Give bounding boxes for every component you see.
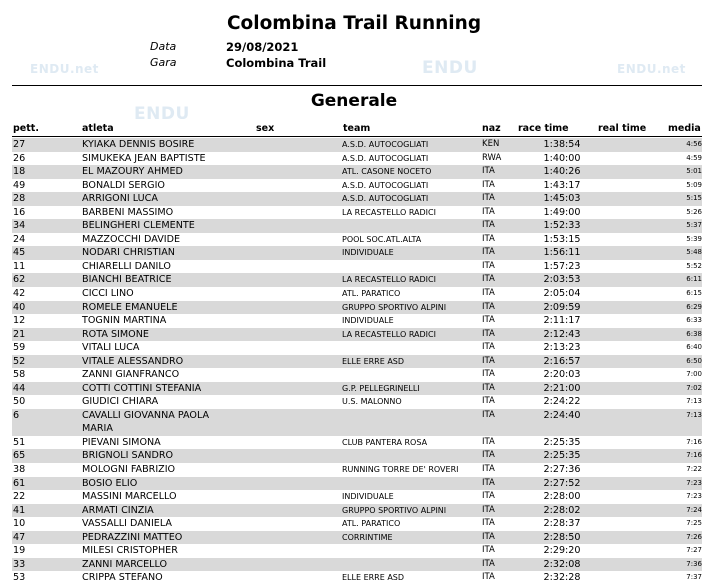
- athlete-name: CAVALLI GIOVANNA PAOLA MARIA: [82, 409, 210, 434]
- race-label: Gara: [150, 56, 177, 69]
- average-pace: 7:27: [686, 546, 702, 555]
- col-sex: sex: [256, 123, 275, 134]
- bib-number: 42: [13, 288, 26, 300]
- race-time: 1:40:26: [543, 166, 581, 178]
- watermark: ENDU: [422, 58, 478, 78]
- table-row: [12, 368, 702, 382]
- athlete-name: GIUDICI CHIARA: [82, 396, 159, 408]
- nationality: ITA: [482, 504, 495, 515]
- average-pace: 7:23: [686, 478, 702, 487]
- col-race-time: race time: [518, 123, 569, 134]
- bib-number: 12: [13, 315, 26, 327]
- race-time: 1:38:54: [543, 139, 581, 150]
- athlete-name: BONALDI SERGIO: [82, 179, 165, 191]
- nationality: ITA: [482, 342, 495, 353]
- table-row: [12, 477, 702, 491]
- average-pace: 7:24: [686, 505, 702, 514]
- header-rule: [12, 136, 702, 137]
- athlete-name: VITALI LUCA: [82, 342, 140, 354]
- bib-number: 33: [13, 558, 26, 570]
- average-pace: 7:13: [686, 397, 702, 406]
- bib-number: 11: [13, 260, 26, 272]
- athlete-name: KYIAKA DENNIS BOSIRE: [82, 139, 195, 150]
- table-row: [12, 219, 702, 233]
- athlete-name: BARBENI MASSIMO: [82, 206, 174, 218]
- col-team: team: [343, 123, 371, 134]
- nationality: ITA: [482, 436, 495, 447]
- average-pace: 6:50: [686, 356, 702, 365]
- bib-number: 26: [13, 152, 26, 164]
- average-pace: 4:56: [686, 140, 702, 148]
- table-row: [12, 246, 702, 260]
- race-value: Colombina Trail: [226, 56, 327, 70]
- nationality: ITA: [482, 396, 495, 407]
- race-time: 1:53:15: [543, 233, 581, 245]
- bib-number: 47: [13, 531, 26, 543]
- nationality: ITA: [482, 545, 495, 556]
- average-pace: 7:02: [686, 383, 702, 392]
- average-pace: 6:11: [686, 275, 702, 284]
- nationality: ITA: [482, 491, 495, 502]
- race-time: 2:28:50: [543, 531, 581, 543]
- table-row: [12, 395, 702, 409]
- table-row: [12, 233, 702, 247]
- table-row: [12, 544, 702, 558]
- table-row: [12, 558, 702, 572]
- table-row: [12, 531, 702, 545]
- average-pace: 5:39: [686, 234, 702, 243]
- average-pace: 7:26: [686, 532, 702, 541]
- race-time: 2:28:37: [543, 518, 581, 530]
- section-title: Generale: [310, 91, 398, 111]
- team-name: POOL SOC.ATL.ALTA: [342, 234, 422, 244]
- nationality: ITA: [482, 220, 495, 231]
- col-pett: pett.: [13, 123, 39, 134]
- nationality: ITA: [482, 572, 495, 583]
- race-time: 1:52:33: [543, 220, 581, 232]
- average-pace: 5:48: [686, 248, 702, 257]
- team-name: A.S.D. AUTOCOGLIATI: [342, 180, 429, 190]
- average-pace: 5:52: [686, 261, 702, 270]
- average-pace: 7:25: [686, 519, 702, 528]
- athlete-name: SIMUKEKA JEAN BAPTISTE: [82, 152, 206, 164]
- athlete-name: CHIARELLI DANILO: [82, 260, 171, 272]
- watermark: ENDU.net: [30, 62, 99, 76]
- table-row: [12, 436, 702, 450]
- race-time: 2:05:04: [543, 288, 581, 300]
- team-name: LA RECASTELLO RADICI: [342, 275, 436, 285]
- athlete-name: ARMATI CINZIA: [82, 504, 154, 516]
- top-rule: [12, 85, 702, 86]
- team-name: A.S.D. AUTOCOGLIATI: [342, 153, 429, 163]
- athlete-name: ZANNI MARCELLO: [82, 558, 168, 570]
- athlete-name: BRIGNOLI SANDRO: [82, 450, 174, 462]
- race-time: 2:28:00: [543, 491, 581, 503]
- race-time: 2:24:22: [543, 396, 581, 408]
- nationality: ITA: [482, 301, 495, 312]
- athlete-name: ZANNI GIANFRANCO: [82, 369, 180, 381]
- athlete-name: BIANCHI BEATRICE: [82, 274, 172, 286]
- col-atleta: atleta: [82, 123, 114, 134]
- team-name: GRUPPO SPORTIVO ALPINI: [342, 505, 447, 515]
- col-real-time: real time: [598, 123, 647, 134]
- bib-number: 51: [13, 436, 26, 448]
- race-time: 2:20:03: [543, 369, 581, 381]
- nationality: ITA: [482, 166, 495, 177]
- bib-number: 38: [13, 464, 26, 476]
- race-time: 2:32:28: [543, 572, 581, 584]
- bib-number: 34: [13, 220, 26, 232]
- average-pace: 7:37: [686, 573, 702, 582]
- race-time: 2:25:35: [543, 436, 581, 448]
- bib-number: 61: [13, 477, 26, 489]
- bib-number: 19: [13, 545, 26, 557]
- nationality: ITA: [482, 464, 495, 475]
- race-time: 1:40:00: [543, 152, 581, 164]
- nationality: ITA: [482, 193, 495, 204]
- bib-number: 40: [13, 301, 26, 313]
- average-pace: 5:15: [686, 194, 702, 203]
- average-pace: 6:38: [686, 329, 702, 338]
- table-row: [12, 314, 702, 328]
- bib-number: 24: [13, 233, 26, 245]
- nationality: ITA: [482, 409, 495, 420]
- athlete-name: PEDRAZZINI MATTEO: [82, 531, 183, 543]
- table-row: [12, 206, 702, 220]
- race-time: 2:32:08: [543, 558, 581, 570]
- athlete-name: VITALE ALESSANDRO: [82, 355, 184, 367]
- page-title: Colombina Trail Running: [226, 13, 482, 34]
- table-row: [12, 341, 702, 355]
- bib-number: 58: [13, 369, 26, 381]
- date-label: Data: [150, 40, 177, 53]
- nationality: ITA: [482, 477, 495, 488]
- average-pace: 6:40: [686, 343, 702, 352]
- average-pace: 7:22: [686, 465, 702, 474]
- results-table: [12, 138, 702, 585]
- table-row: [12, 449, 702, 463]
- athlete-name: CICCI LINO: [82, 288, 134, 300]
- athlete-name: ROTA SIMONE: [82, 328, 149, 340]
- nationality: ITA: [482, 369, 495, 380]
- bib-number: 6: [13, 409, 20, 421]
- athlete-name: NODARI CHRISTIAN: [82, 247, 175, 259]
- team-name: LA RECASTELLO RADICI: [342, 207, 436, 217]
- team-name: ELLE ERRE ASD: [342, 573, 405, 583]
- athlete-name: ROMELE EMANUELE: [82, 301, 178, 313]
- athlete-name: EL MAZOURY AHMED: [82, 166, 183, 178]
- team-name: G.P. PELLEGRINELLI: [342, 383, 420, 393]
- athlete-name: MILESI CRISTOPHER: [82, 545, 178, 557]
- race-time: 2:12:43: [543, 328, 581, 340]
- nationality: ITA: [482, 288, 495, 299]
- bib-number: 16: [13, 206, 26, 218]
- bib-number: 50: [13, 396, 26, 408]
- table-row: [12, 504, 702, 518]
- bib-number: 41: [13, 504, 26, 516]
- nationality: KEN: [482, 139, 500, 149]
- average-pace: 7:00: [686, 370, 702, 379]
- table-row: [12, 179, 702, 193]
- team-name: ATL. CASONE NOCETO: [342, 167, 432, 177]
- athlete-name: ARRIGONI LUCA: [82, 193, 158, 205]
- nationality: ITA: [482, 558, 495, 569]
- table-row: [12, 571, 702, 585]
- athlete-name: PIEVANI SIMONA: [82, 436, 161, 448]
- bib-number: 49: [13, 179, 26, 191]
- average-pace: 7:13: [686, 410, 702, 419]
- race-time: 2:21:00: [543, 382, 581, 394]
- average-pace: 7:16: [686, 451, 702, 460]
- date-value: 29/08/2021: [226, 40, 299, 54]
- team-name: RUNNING TORRE DE' ROVERI: [342, 465, 459, 475]
- bib-number: 65: [13, 450, 26, 462]
- nationality: ITA: [482, 260, 495, 271]
- team-name: GRUPPO SPORTIVO ALPINI: [342, 302, 447, 312]
- nationality: ITA: [482, 206, 495, 217]
- average-pace: 5:37: [686, 221, 702, 230]
- average-pace: 6:33: [686, 316, 702, 325]
- athlete-name: VASSALLI DANIELA: [82, 518, 172, 530]
- nationality: ITA: [482, 382, 495, 393]
- race-time: 2:25:35: [543, 450, 581, 462]
- team-name: A.S.D. AUTOCOGLIATI: [342, 194, 429, 204]
- nationality: ITA: [482, 315, 495, 326]
- race-time: 1:56:11: [543, 247, 581, 259]
- race-time: 1:43:17: [543, 179, 581, 191]
- table-row: [12, 192, 702, 206]
- table-row: [12, 301, 702, 315]
- nationality: ITA: [482, 274, 495, 285]
- average-pace: 7:23: [686, 492, 702, 501]
- col-media: media: [668, 123, 701, 134]
- bib-number: 22: [13, 491, 26, 503]
- athlete-name: MAZZOCCHI DAVIDE: [82, 233, 181, 245]
- nationality: ITA: [482, 518, 495, 529]
- average-pace: 4:59: [686, 153, 702, 162]
- team-name: INDIVIDUALE: [342, 492, 394, 502]
- nationality: ITA: [482, 247, 495, 258]
- average-pace: 7:16: [686, 437, 702, 446]
- bib-number: 62: [13, 274, 26, 286]
- average-pace: 5:26: [686, 207, 702, 216]
- nationality: ITA: [482, 355, 495, 366]
- athlete-name: BOSIO ELIO: [82, 477, 138, 489]
- race-time: 2:16:57: [543, 355, 581, 367]
- col-naz: naz: [482, 123, 501, 134]
- bib-number: 10: [13, 518, 26, 530]
- athlete-name: TOGNIN MARTINA: [82, 315, 167, 327]
- athlete-name: MASSINI MARCELLO: [82, 491, 177, 503]
- nationality: ITA: [482, 531, 495, 542]
- race-time: 1:45:03: [543, 193, 581, 205]
- nationality: ITA: [482, 233, 495, 244]
- race-time: 1:57:23: [543, 260, 581, 272]
- average-pace: 5:01: [686, 167, 702, 176]
- watermark: ENDU.net: [617, 62, 686, 76]
- nationality: RWA: [482, 152, 502, 163]
- team-name: U.S. MALONNO: [342, 397, 402, 407]
- team-name: A.S.D. AUTOCOGLIATI: [342, 140, 429, 149]
- table-row: [12, 165, 702, 179]
- bib-number: 44: [13, 382, 26, 394]
- nationality: ITA: [482, 328, 495, 339]
- race-time: 2:27:52: [543, 477, 581, 489]
- race-time: 2:13:23: [543, 342, 581, 354]
- race-time: 2:27:36: [543, 464, 581, 476]
- table-row: [12, 138, 702, 152]
- athlete-name: BELINGHERI CLEMENTE: [82, 220, 195, 232]
- bib-number: 53: [13, 572, 26, 584]
- table-row: [12, 152, 702, 166]
- bib-number: 27: [13, 139, 26, 150]
- bib-number: 52: [13, 355, 26, 367]
- table-row: [12, 517, 702, 531]
- table-row: [12, 409, 702, 436]
- watermark: ENDU: [134, 104, 190, 124]
- bib-number: 59: [13, 342, 26, 354]
- team-name: INDIVIDUALE: [342, 316, 394, 326]
- race-time: 2:11:17: [543, 315, 581, 327]
- bib-number: 21: [13, 328, 26, 340]
- table-row: [12, 355, 702, 369]
- average-pace: 6:29: [686, 302, 702, 311]
- athlete-name: MOLOGNI FABRIZIO: [82, 464, 176, 476]
- nationality: ITA: [482, 179, 495, 190]
- bib-number: 18: [13, 166, 26, 178]
- race-time: 1:49:00: [543, 206, 581, 218]
- team-name: CORRINTIME: [342, 532, 393, 542]
- team-name: INDIVIDUALE: [342, 248, 394, 258]
- team-name: ATL. PARATICO: [342, 519, 401, 529]
- team-name: ELLE ERRE ASD: [342, 356, 405, 366]
- average-pace: 5:09: [686, 180, 702, 189]
- race-time: 2:09:59: [543, 301, 581, 313]
- table-row: [12, 463, 702, 477]
- table-row: [12, 490, 702, 504]
- table-row: [12, 287, 702, 301]
- athlete-name: COTTI COTTINI STEFANIA: [82, 382, 202, 394]
- average-pace: 7:36: [686, 559, 702, 568]
- nationality: ITA: [482, 450, 495, 461]
- average-pace: 6:15: [686, 289, 702, 298]
- race-time: 2:24:40: [543, 409, 581, 421]
- table-row: [12, 382, 702, 396]
- table-row: [12, 328, 702, 342]
- bib-number: 45: [13, 247, 26, 259]
- race-time: 2:28:02: [543, 504, 581, 516]
- bib-number: 28: [13, 193, 26, 205]
- athlete-name: CRIPPA STEFANO: [82, 572, 163, 584]
- race-time: 2:29:20: [543, 545, 581, 557]
- race-time: 2:03:53: [543, 274, 581, 286]
- table-row: [12, 273, 702, 287]
- team-name: ATL. PARATICO: [342, 289, 401, 299]
- team-name: LA RECASTELLO RADICI: [342, 329, 436, 339]
- team-name: CLUB PANTERA ROSA: [342, 437, 428, 447]
- table-row: [12, 260, 702, 274]
